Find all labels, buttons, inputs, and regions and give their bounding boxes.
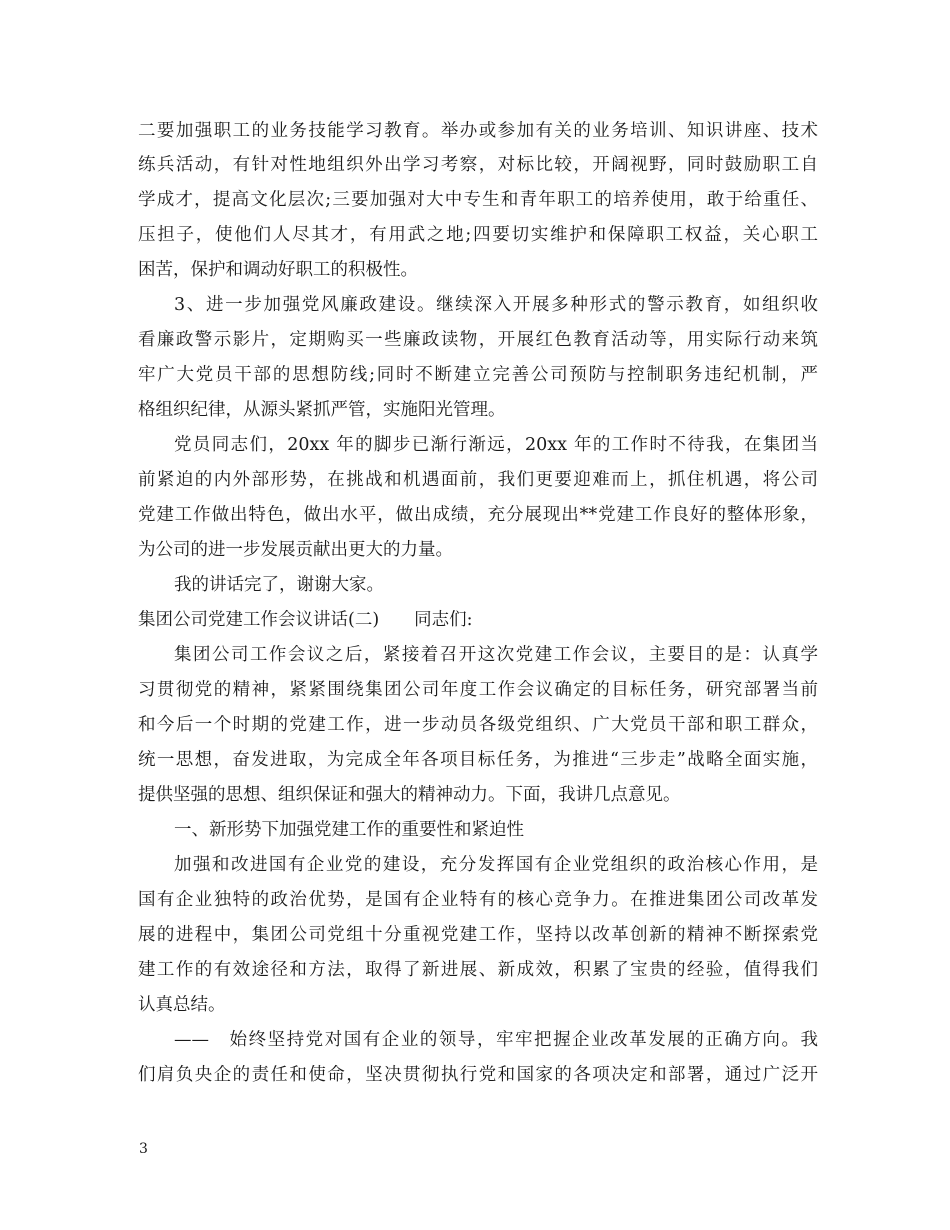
- text-line: —— 始终坚持党对国有企业的领导，牢牢把握企业改革发展的正确方向。我: [174, 1030, 818, 1050]
- text-line: 前紧迫的内外部形势，在挑战和机遇面前，我们更要迎难而上，抓住机遇，将公司: [138, 470, 818, 490]
- text-line: 格组织纪律，从源头紧抓严管，实施阳光管理。: [138, 400, 506, 420]
- text-line: 建工作的有效途径和方法，取得了新进展、新成效，积累了宝贵的经验，值得我们: [138, 960, 818, 980]
- text-line: 党建工作做出特色，做出水平，做出成绩，充分展现出**党建工作良好的整体形象，: [138, 505, 818, 525]
- text-line: 集团公司工作会议之后，紧接着召开这次党建工作会议，主要目的是：认真学: [174, 645, 818, 665]
- text-line: 加强和改进国有企业党的建设，充分发挥国有企业党组织的政治核心作用，是: [174, 855, 818, 875]
- text-line: 我的讲话完了，谢谢大家。: [174, 575, 384, 595]
- text-line: 牢广大党员干部的思想防线;同时不断建立完善公司预防与控制职务违纪机制，严: [138, 365, 818, 385]
- text-line: 练兵活动，有针对性地组织外出学习考察，对标比较，开阔视野，同时鼓励职工自: [138, 155, 818, 175]
- text-line: 认真总结。: [138, 995, 226, 1015]
- text-line: 党员同志们，20xx 年的脚步已渐行渐远，20xx 年的工作时不待我，在集团当: [174, 435, 818, 455]
- text-line: 们肩负央企的责任和使命，坚决贯彻执行党和国家的各项决定和部署，通过广泛开: [138, 1065, 818, 1085]
- text-line: 统一思想，奋发进取，为完成全年各项目标任务，为推进“三步走”战略全面实施，: [138, 750, 818, 770]
- page-number: 3: [139, 1141, 148, 1157]
- text-line: 提供坚强的思想、组织保证和强大的精神动力。下面，我讲几点意见。: [138, 785, 681, 805]
- text-line: 学成才，提高文化层次;三要加强对大中专生和青年职工的培养使用，敢于给重任、: [138, 190, 818, 210]
- text-line: 和今后一个时期的党建工作，进一步动员各级党组织、广大党员干部和职工群众，: [138, 715, 818, 735]
- text-line: 习贯彻党的精神，紧紧围绕集团公司年度工作会议确定的目标任务，研究部署当前: [138, 680, 818, 700]
- text-line: 国有企业独特的政治优势，是国有企业特有的核心竞争力。在推进集团公司改革发: [138, 890, 818, 910]
- section-heading: 一、新形势下加强党建工作的重要性和紧迫性: [174, 820, 524, 840]
- text-line: 3、进一步加强党风廉政建设。继续深入开展多种形式的警示教育，如组织收: [174, 295, 818, 315]
- text-line: 看廉政警示影片，定期购买一些廉政读物，开展红色教育活动等，用实际行动来筑: [138, 330, 818, 350]
- text-line: 展的进程中，集团公司党组十分重视党建工作，坚持以改革创新的精神不断探索党: [138, 925, 818, 945]
- section-title: 集团公司党建工作会议讲话(二) 同志们:: [138, 610, 473, 630]
- text-line: 压担子，使他们人尽其才，有用武之地;四要切实维护和保障职工权益，关心职工: [138, 225, 818, 245]
- text-line: 为公司的进一步发展贡献出更大的力量。: [138, 540, 453, 560]
- text-line: 困苦，保护和调动好职工的积极性。: [138, 260, 418, 280]
- text-line: 二要加强职工的业务技能学习教育。举办或参加有关的业务培训、知识讲座、技术: [138, 121, 818, 141]
